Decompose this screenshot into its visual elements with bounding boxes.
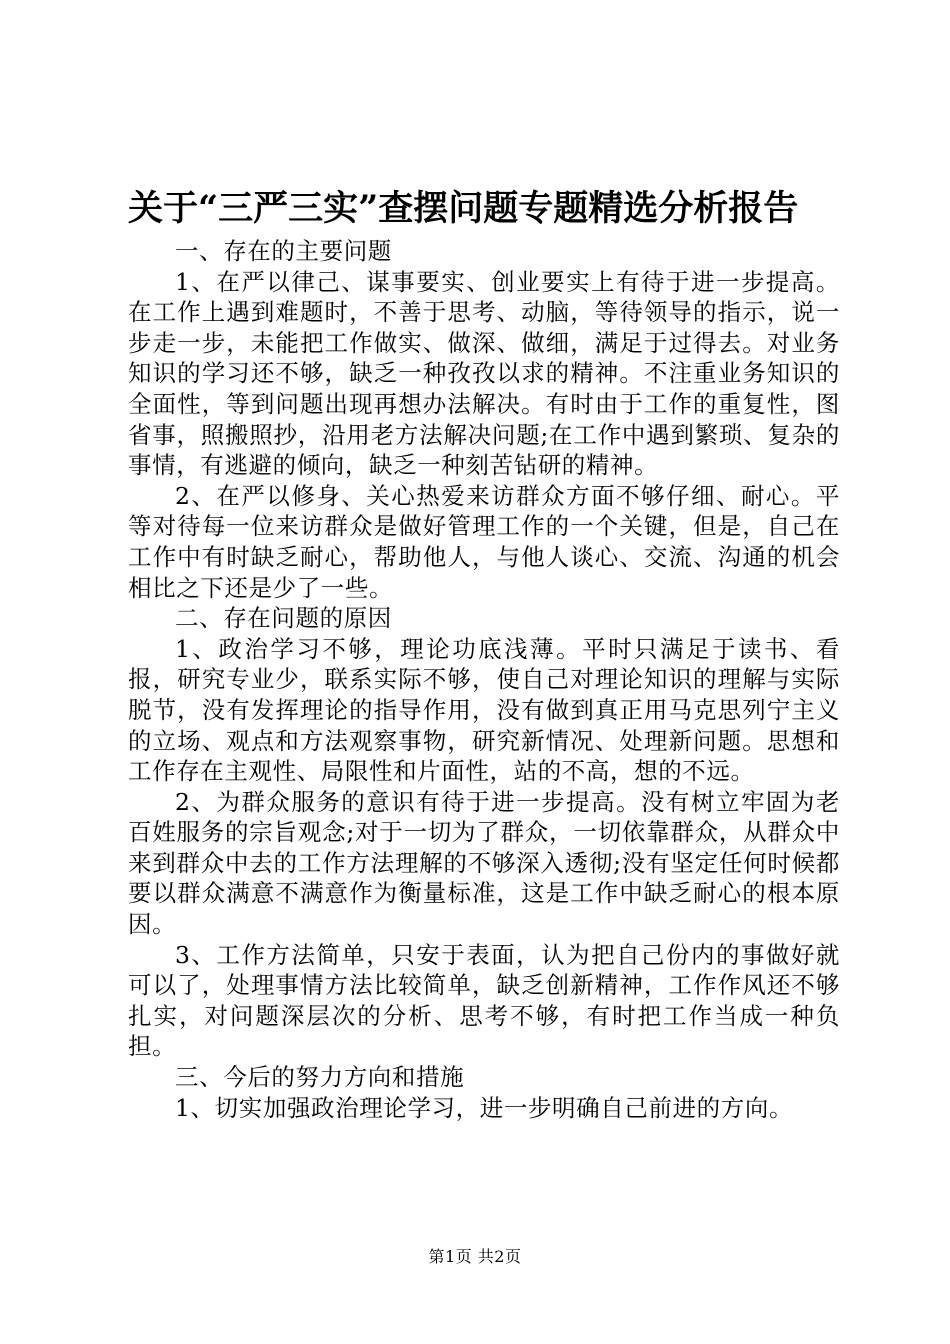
document-body [128,236,840,1123]
section-heading-3: 三、今后的努力方向和措施 [175,1063,465,1092]
paragraph-2-3: 3、工作方法简单，只安于表面，认为把自己份内的事做好就可以了，处理事情方法比较简单，缺乏创新精神，工作作风还不够扎实，对问题深层次的分析、思考不够，有时把工作当成一种负担。 [128,940,840,1061]
paragraph-2-1: 1、政治学习不够，理论功底浅薄。平时只满足于读书、看报，研究专业少，联系实际不够，使自己对理论知识的理解与实际脱节，没有发挥理论的指导作用，没有做到真正用马克思列宁主义的立场、观点和方法观察事物，研究新情况、处理新问题。思想和工作存在主观性、局限性和片面性，站的不高，想的不远。 [128,634,840,786]
document-title: 关于“三严三实”查摆问题专题精选分析报告 [128,188,799,229]
paragraph-1-2: 2、在严以修身、关心热爱来访群众方面不够仔细、耐心。平等对待每一位来访群众是做好管理工作的一个关键，但是，自己在工作中有时缺乏耐心，帮助他人，与他人谈心、交流、沟通的机会相比之下还是少了一些。 [128,481,840,602]
page-number-footer: 第1页 共2页 [428,1247,522,1266]
section-heading-1: 一、存在的主要问题 [175,237,392,265]
paragraph-1-1: 1、在严以律己、谋事要实、创业要实上有待于进一步提高。在工作上遇到难题时，不善于思考、动脑，等待领导的指示，说一步走一步，未能把工作做实、做深、做细，满足于过得去。对业务知识的学习还不够，缺乏一种孜孜以求的精神。不注重业务知识的全面性，等到问题出现再想办法解决。有时由于工作的重复性，图省事，照搬照抄，沿用老方法解决问题;在工作中遇到繁琐、复杂的事情，有逃避的倾向，缺乏一种刻苦钻研的精神。 [128,267,840,480]
paragraph-2-2: 2、为群众服务的意识有待于进一步提高。没有树立牢固为老百姓服务的宗旨观念;对于一切为了群众，一切依靠群众，从群众中来到群众中去的工作方法理解的不够深入透彻;没有坚定任何时候都要以群众满意不满意作为衡量标准，这是工作中缺乏耐心的根本原因。 [128,787,840,939]
section-heading-2: 二、存在问题的原因 [175,604,392,633]
paragraph-3-1: 1、切实加强政治理论学习，进一步明确自己前进的方向。 [175,1093,794,1122]
